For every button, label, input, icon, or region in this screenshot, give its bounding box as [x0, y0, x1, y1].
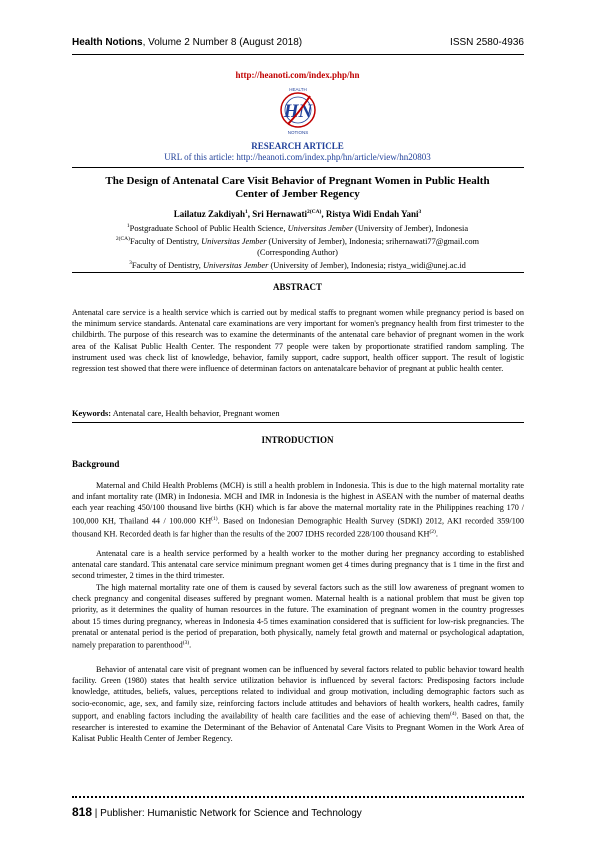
paragraph-3	[72, 582, 524, 651]
author-1: Lailatuz Zakdiyah	[173, 209, 246, 219]
p4-text: Behavior of antenatal care visit of pregnant women can be influenced by several factors related to public behavior toward health facility. Green (1980) states that health service utilization behavior is influenced by several factors: Predisposing factors include knowledge, attitudes, beliefs, values, perceptions related to individual and group motivation, including demographic factors such as socio-economic, age, sex, and family size, reinforcing factors include attitudes and behaviors of health workers, health cadres, family support, and enabling factors including the availability of health care facilities and the ease of achieving them	[72, 665, 524, 721]
article-url-link[interactable]: URL of this article: http://heanoti.com/index.php/hn/article/view/hn20803	[164, 152, 431, 162]
affiliation-3	[60, 258, 535, 271]
p3-citation: (3)	[182, 640, 190, 647]
header-rule	[72, 54, 524, 55]
p3-text-b: .	[189, 640, 192, 650]
p1-text-c: .	[435, 529, 438, 539]
publisher-text: | Publisher: Humanistic Network for Science and Technology	[92, 808, 362, 819]
author-2: , Sri Hernawati	[247, 209, 308, 219]
aff2-sup: 2(CA)	[115, 235, 130, 242]
page-number: 818	[72, 805, 93, 819]
keywords-text: Antenatal care, Health behavior, Pregnant women	[111, 409, 280, 418]
affiliation-2-line2: (Corresponding Author)	[257, 247, 338, 257]
aff3-ital: Universitas Jember	[203, 260, 269, 270]
affiliation-1	[60, 221, 535, 234]
p4-citation: (4)	[450, 710, 457, 717]
logo-letters: HN	[283, 101, 313, 122]
abstract-heading: ABSTRACT	[272, 282, 322, 292]
aff1-sup: 1	[126, 223, 130, 229]
logo-bottom-text: NOTIONS	[287, 130, 309, 135]
author-1-sup: 1	[245, 209, 248, 215]
journal-citation	[72, 37, 302, 48]
journal-url-link[interactable]: http://heanoti.com/index.php/hn	[235, 70, 360, 80]
affiliation-2	[60, 234, 535, 247]
article-title: The Design of Antenatal Care Visit Behavior of Pregnant Women in Public Health Center of Jember Regency	[105, 175, 490, 200]
keywords-line	[72, 409, 524, 418]
paragraph-2: Antenatal care is a health service performed by a health worker to the mother during her pregnancy according to established antenatal care standard. This antenatal care service minimum pregnant women get 4 times during pregnancy that is 1 time in the first and second trimester, 2 times in the third trimester.	[72, 549, 524, 581]
footer-rule	[72, 796, 524, 798]
paragraph-1	[72, 480, 524, 539]
journal-logo	[270, 84, 326, 136]
p1-text: Maternal and Child Health Problems (MCH) is still a health problem in Indonesia. This is due to the high maternal mortality rate and infant mortality rate (IMR) in Indonesia. MCH and IMR in Indonesia is the highest in ASEAN with the number of maternal deaths each year reaching 450/100 thousand live births (KH) which is far above the maternal mortality rate in the Philippines reaching 170 / 100,000 KH, Thailand 44 / 100.000 KH	[72, 481, 524, 526]
abstract-text: Antenatal care service is a health service which is carried out by medical staffs to pregnant women while pregnancy period is based on the minimum service standards. Antenatal care examinations are very important for women's pregnancy health from first trimester to the childbirth. The purpose of this research was to examine the determinants of the antenatal care behavior of pregnant women in the work area of the Kalisat Public Health Center. The respondent 77 people were taken by proportionate stratified random sampling. The instrument used was check list of knowledge, behavior, family support, cadre support, health officer support. The result of logistic regression test showed that there were influence of determinan factors on antenatalcare behavior of pregnant at public health center.	[72, 308, 524, 374]
aff3-post: (University of Jember), Indonesia; ristya_widi@unej.ac.id	[268, 260, 466, 270]
author-2-sup: 2(CA)	[307, 209, 322, 215]
article-type: RESEARCH ARTICLE	[251, 141, 344, 151]
background-heading: Background	[72, 459, 120, 469]
aff1-ital: Universitas Jember	[287, 223, 353, 233]
keywords-label: Keywords:	[72, 409, 112, 418]
aff3-pre: Faculty of Dentistry,	[131, 260, 203, 270]
issn: ISSN 2580-4936	[450, 37, 524, 48]
aff2-post: (University of Jember), Indonesia; srihernawati77@gmail.com	[266, 236, 480, 246]
logo-top-text: HEALTH	[289, 87, 307, 92]
p4-text-b: . Based on that, the researcher is interested to examine the Determinant of the Behavior of Antenatal Care Visits to Pregnant Women in the Work Area of Kalisat Public Health Center of Jember Regency.	[72, 711, 524, 743]
aff2-ital: Universitas Jember	[201, 236, 267, 246]
p1-text-b: . Based on Indonesian Demographic Health Survey (SDKI) 2012, AKI recorded 359/100 thousand KH. Recorded death is far higher than the results of the 2007 IDHS recorded 228/100 thousand KH	[72, 516, 524, 539]
aff1-pre: Postgraduate School of Public Health Science,	[129, 223, 288, 233]
affiliations	[60, 221, 535, 270]
introduction-heading: INTRODUCTION	[261, 435, 334, 445]
p1-citation-2: (2)	[429, 528, 436, 535]
author-list	[0, 209, 595, 219]
aff1-post: (University of Jember), Indonesia	[352, 223, 469, 233]
abstract-top-rule	[72, 272, 524, 273]
author-3: , Ristya Widi Endah Yani	[321, 209, 419, 219]
running-header	[72, 37, 524, 51]
title-top-rule	[72, 167, 524, 168]
p1-citation-1: (1)	[211, 515, 218, 522]
journal-name: Health Notions	[72, 37, 143, 48]
paragraph-4	[72, 664, 524, 744]
aff3-sup: 3	[129, 259, 132, 266]
journal-info: , Volume 2 Number 8 (August 2018)	[142, 37, 303, 48]
keywords-bottom-rule	[72, 422, 524, 423]
aff2-pre: Faculty of Dentistry,	[129, 236, 202, 246]
page-footer	[72, 805, 362, 819]
p3-text: The high maternal mortality rate one of them is caused by several factors such as the still low awareness of pregnant women to check pregnancy and congenital diseases suffered by pregnant women. Maternal health is a national problem that must be given top priority, as it determines the quality of human resources in the future. The examination of pregnant women in the country progresses about 15 times during pregnancy, whereas in Indonesia 4-5 times examination considered that is sufficient for low-risk pregnancies. The prenatal or antenatal period is the period of preparation, both physically, namely fetal growth and maternal or psychological adaptation, namely preparation to parenthood	[72, 583, 524, 650]
author-3-sup: 3	[418, 209, 422, 215]
